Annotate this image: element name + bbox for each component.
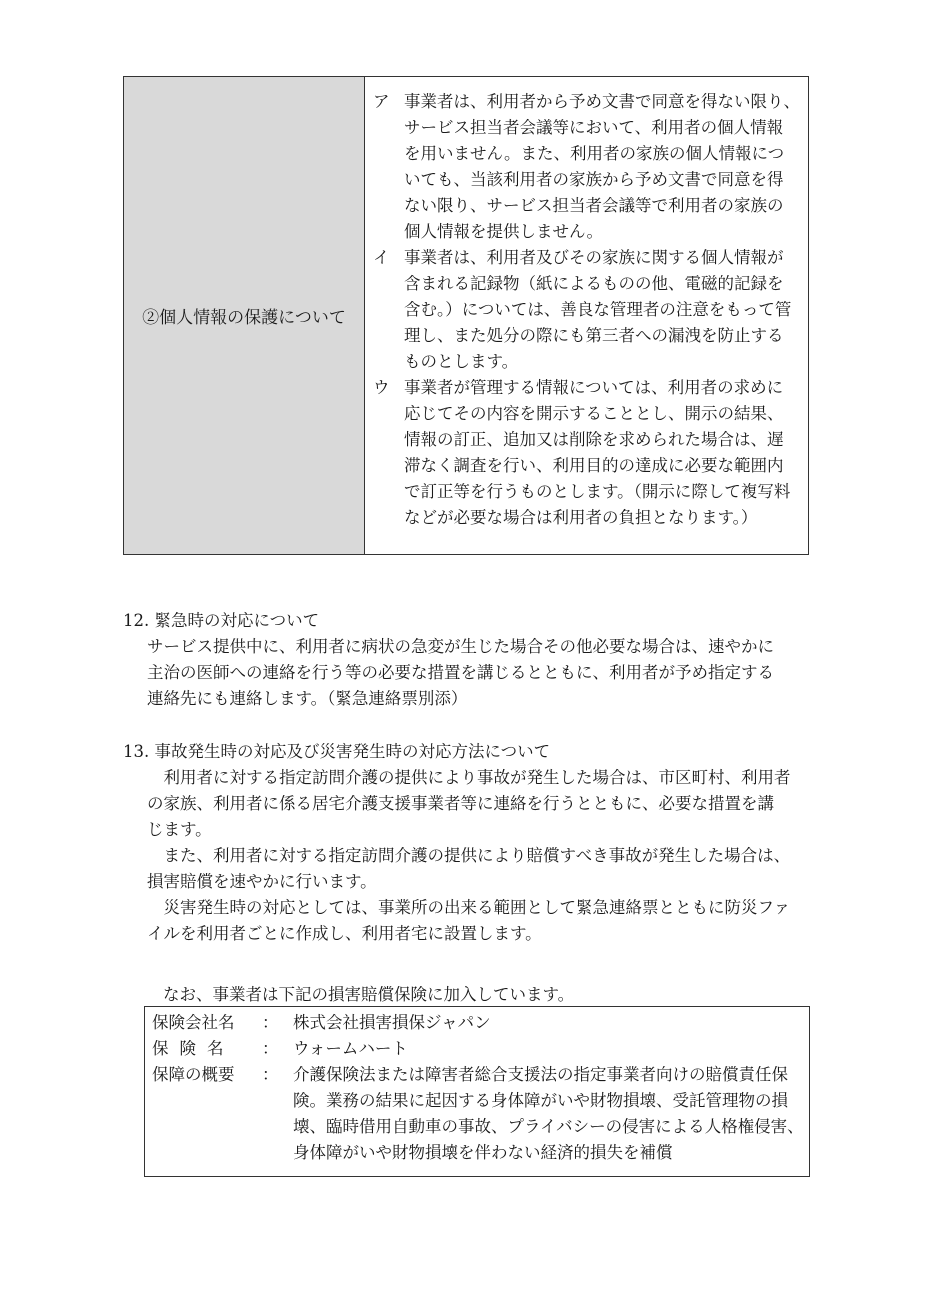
text-line: 主治の医師への連絡を行う等の必要な措置を講じるとともに、利用者が予め指定する [147, 663, 774, 682]
text-line: 事業者は、利用者及びその家族に関する個人情報が [404, 248, 784, 267]
insurance-row-summary [152, 1062, 809, 1166]
privacy-item-i [373, 245, 800, 375]
privacy-table-label: ②個人情報の保護について [124, 77, 365, 554]
text-line: サービス提供中に、利用者に病状の急変が生じた場合その他必要な場合は、速やかに [147, 637, 774, 656]
insurance-name-value: ウォームハート [293, 1039, 408, 1058]
text-line: の家族、利用者に係る居宅介護支援事業者等に連絡を行うとともに、必要な措置を講 [147, 794, 774, 813]
insurance-table [144, 1006, 810, 1177]
section-12-body [147, 634, 774, 712]
privacy-item-u [373, 375, 800, 531]
text-line: サービス担当者会議等において、利用者の個人情報 [404, 118, 784, 137]
separator: ： [262, 1065, 279, 1084]
text-line: 理し、また処分の際にも第三者への漏洩を防止する [404, 326, 784, 345]
section-12-heading: 12. 緊急時の対応について [123, 611, 320, 630]
item-mark: イ [373, 248, 390, 267]
text-line: イルを利用者ごとに作成し、利用者宅に設置します。 [147, 924, 542, 943]
insurance-summary-label: 保障の概要 [152, 1065, 235, 1084]
text-line: 身体障がいや財物損壊を伴わない経済的損失を補償 [293, 1143, 673, 1162]
item-text [404, 375, 800, 531]
item-text [404, 245, 800, 375]
text-line: 介護保険法または障害者総合支援法の指定事業者向けの賠償責任保 [293, 1065, 788, 1084]
text-line: 含む。）については、善良な管理者の注意をもって管 [404, 300, 792, 319]
text-line: 損害賠償を速やかに行います。 [147, 872, 377, 891]
section-13-heading: 13. 事故発生時の対応及び災害発生時の対応方法について [123, 742, 551, 761]
privacy-item-a [373, 89, 800, 245]
item-mark: ア [373, 92, 390, 111]
text-line: 壊、臨時借用自動車の事故、プライバシーの侵害による人格権侵害、 [293, 1117, 804, 1136]
insurance-company-value: 株式会社損害損保ジャパン [293, 1013, 491, 1032]
text-line: ものとします。 [404, 352, 519, 371]
text-line: じます。 [147, 820, 212, 839]
text-line: また、利用者に対する指定訪問介護の提供により賠償すべき事故が発生した場合は、 [147, 846, 791, 865]
text-line: 個人情報を提供しません。 [404, 222, 603, 241]
text-line: などが必要な場合は利用者の負担となります。） [404, 508, 758, 527]
text-line: 険。業務の結果に起因する身体障がいや財物損壊、受託管理物の損 [293, 1091, 788, 1110]
separator: ： [262, 1039, 279, 1058]
insurance-row-name [152, 1036, 809, 1062]
section-13-body [147, 765, 791, 947]
item-text [404, 89, 800, 245]
privacy-table [123, 76, 809, 555]
insurance-note: なお、事業者は下記の損害賠償保険に加入しています。 [163, 985, 575, 1004]
text-line: 事業者は、利用者から予め文書で同意を得ない限り、 [404, 92, 800, 111]
text-line: ない限り、サービス担当者会議等で利用者の家族の [404, 196, 784, 215]
item-mark: ウ [373, 378, 390, 397]
text-line: 災害発生時の対応としては、事業所の出来る範囲として緊急連絡票とともに防災ファ [147, 898, 791, 917]
separator: ： [262, 1013, 279, 1032]
insurance-company-label: 保険会社名 [152, 1013, 235, 1032]
text-line: 応じてその内容を開示することとし、開示の結果、 [404, 404, 784, 423]
insurance-summary-value [293, 1062, 804, 1166]
text-line: 利用者に対する指定訪問介護の提供により事故が発生した場合は、市区町村、利用者 [147, 768, 791, 787]
privacy-table-body [365, 77, 808, 554]
insurance-name-label: 保険名 [152, 1039, 235, 1058]
text-line: 連絡先にも連絡します。（緊急連絡票別添） [147, 689, 468, 708]
text-line: 事業者が管理する情報については、利用者の求めに [404, 378, 784, 397]
insurance-row-company [152, 1010, 809, 1036]
text-line: 滞なく調査を行い、利用目的の達成に必要な範囲内 [404, 456, 784, 475]
text-line: 情報の訂正、追加又は削除を求められた場合は、遅 [404, 430, 784, 449]
text-line: で訂正等を行うものとします。（開示に際して複写料 [404, 482, 791, 501]
text-line: いても、当該利用者の家族から予め文書で同意を得 [404, 170, 784, 189]
text-line: を用いません。また、利用者の家族の個人情報につ [404, 144, 785, 163]
text-line: 含まれる記録物（紙によるものの他、電磁的記録を [404, 274, 784, 293]
